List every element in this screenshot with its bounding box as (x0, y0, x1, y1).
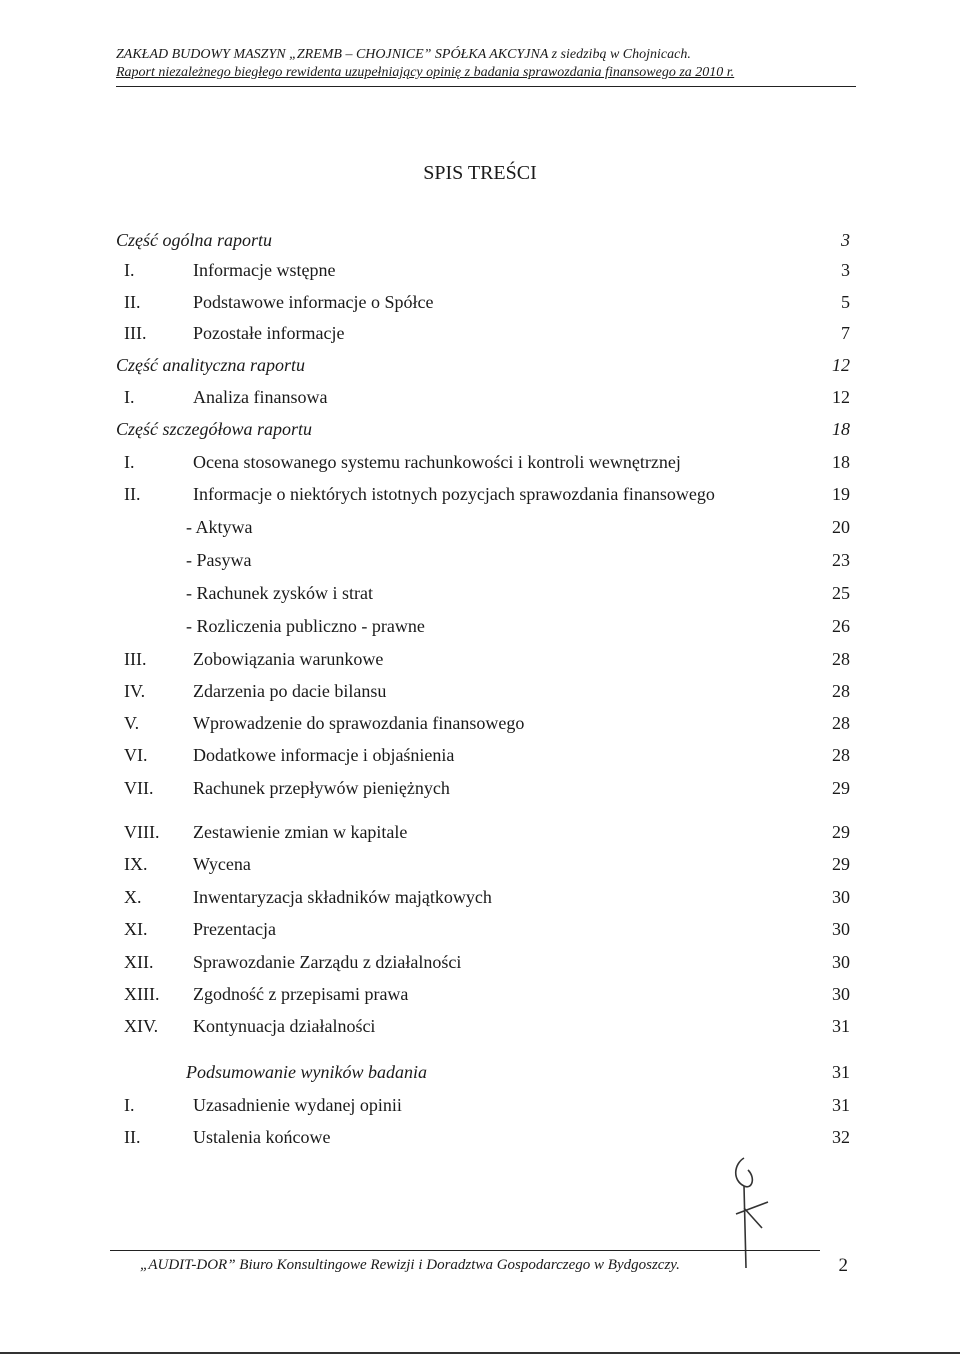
toc-row-section (0, 353, 960, 377)
toc-row-item (0, 743, 960, 767)
toc-row-item (0, 776, 960, 800)
toc-row-item (0, 982, 960, 1006)
toc-page-number: 28 (832, 745, 850, 765)
toc-label: - Rachunek zysków i strat (186, 583, 373, 603)
header-line-report: Raport niezależnego biegłego rewidenta uzupełniający opinię z badania sprawozdania finansowego za 2010 r. (116, 65, 735, 80)
toc-row-item (0, 1125, 960, 1149)
toc-row-item (0, 1014, 960, 1038)
toc-row-sub (0, 515, 960, 539)
toc-page-number: 30 (832, 919, 850, 939)
toc-label: Wycena (193, 854, 251, 874)
toc-page-number: 28 (832, 681, 850, 701)
toc-row-sub (0, 548, 960, 572)
toc-number: XIII. (124, 984, 160, 1004)
toc-number: VII. (124, 778, 154, 798)
page-number: 2 (838, 1255, 848, 1276)
toc-page-number: 28 (832, 649, 850, 669)
toc-page-number: 12 (832, 355, 850, 375)
toc-page-number: 18 (832, 452, 850, 472)
toc-number: XIV. (124, 1016, 159, 1036)
toc-label: Analiza finansowa (193, 387, 328, 407)
toc-page-number: 30 (832, 887, 850, 907)
toc-row-sub (0, 581, 960, 605)
toc-label: Część analityczna raportu (116, 355, 305, 375)
toc-page-number: 18 (832, 419, 850, 439)
toc-row-sub (0, 614, 960, 638)
toc-row-item (0, 647, 960, 671)
toc-page-number: 26 (832, 616, 850, 636)
toc-page-number: 12 (832, 387, 850, 407)
toc-page-number: 31 (832, 1095, 850, 1115)
toc-page-number: 31 (832, 1016, 850, 1036)
toc-row-item (0, 885, 960, 909)
toc-number: X. (124, 887, 142, 907)
toc-label: Wprowadzenie do sprawozdania finansowego (193, 713, 525, 733)
toc-number: XI. (124, 919, 148, 939)
toc-number: V. (124, 713, 140, 733)
toc-number: IX. (124, 854, 148, 874)
toc-label: Informacje o niektórych istotnych pozycjach sprawozdania finansowego (193, 484, 715, 504)
toc-number: I. (124, 1095, 135, 1115)
toc-label: Podsumowanie wyników badania (186, 1062, 427, 1082)
toc-number: IV. (124, 681, 146, 701)
toc-row-section (0, 228, 960, 252)
toc-number: VIII. (124, 822, 160, 842)
toc-row-item (0, 852, 960, 876)
toc-row-item (0, 258, 960, 282)
toc-label: Zestawienie zmian w kapitale (193, 822, 408, 842)
toc-label: Zdarzenia po dacie bilansu (193, 681, 387, 701)
toc-label: - Aktywa (186, 517, 253, 537)
toc-row-item (0, 385, 960, 409)
toc-page-number: 19 (832, 484, 850, 504)
footer-auditor: „AUDIT-DOR” Biuro Konsultingowe Rewizji i Doradztwa Gospodarczego w Bydgoszczy. (140, 1257, 680, 1273)
toc-number: III. (124, 323, 147, 343)
toc-page-number: 23 (832, 550, 850, 570)
toc-number: XII. (124, 952, 154, 972)
toc-label: Zobowiązania warunkowe (193, 649, 384, 669)
toc-row-item (0, 820, 960, 844)
toc-number: I. (124, 260, 135, 280)
document-header (116, 46, 856, 82)
page-title: SPIS TREŚCI (423, 162, 537, 184)
signature-mark (722, 1150, 782, 1270)
toc-row-item (0, 450, 960, 474)
toc-page-number: 20 (832, 517, 850, 537)
toc-row-item (0, 679, 960, 703)
toc-label: Część szczegółowa raportu (116, 419, 313, 439)
toc-label: Dodatkowe informacje i objaśnienia (193, 745, 455, 765)
toc-label: - Pasywa (186, 550, 252, 570)
toc-page-number: 29 (832, 822, 850, 842)
toc-number: II. (124, 484, 141, 504)
toc-row-item (0, 321, 960, 345)
toc-label: Pozostałe informacje (193, 323, 345, 343)
toc-label: Rachunek przepływów pieniężnych (193, 778, 450, 798)
toc-number: II. (124, 1127, 141, 1147)
toc-page-number: 25 (832, 583, 850, 603)
toc-number: I. (124, 387, 135, 407)
toc-page-number: 3 (841, 230, 850, 250)
toc-number: I. (124, 452, 135, 472)
toc-row-item (0, 1093, 960, 1117)
toc-label: - Rozliczenia publiczno - prawne (186, 616, 425, 636)
header-line-company: ZAKŁAD BUDOWY MASZYN „ZREMB – CHOJNICE” SPÓŁKA AKCYJNA z siedzibą w Chojnicach. (116, 47, 691, 62)
toc-label: Zgodność z przepisami prawa (193, 984, 409, 1004)
toc-row-section (0, 417, 960, 441)
toc-page-number: 31 (832, 1062, 850, 1082)
toc-label: Informacje wstępne (193, 260, 336, 280)
toc-page-number: 30 (832, 984, 850, 1004)
toc-row-item (0, 290, 960, 314)
toc-row-item (0, 482, 960, 506)
toc-number: III. (124, 649, 147, 669)
toc-page-number: 7 (841, 323, 850, 343)
toc-label: Sprawozdanie Zarządu z działalności (193, 952, 462, 972)
toc-label: Inwentaryzacja składników majątkowych (193, 887, 492, 907)
toc-page-number: 32 (832, 1127, 850, 1147)
toc-label: Prezentacja (193, 919, 276, 939)
toc-label: Ustalenia końcowe (193, 1127, 331, 1147)
header-divider (116, 86, 856, 87)
toc-row-item (0, 917, 960, 941)
footer-divider (110, 1250, 820, 1251)
toc-page-number: 29 (832, 854, 850, 874)
toc-number: II. (124, 292, 141, 312)
toc-label: Ocena stosowanego systemu rachunkowości i kontroli wewnętrznej (193, 452, 681, 472)
toc-page-number: 5 (841, 292, 850, 312)
toc-label: Kontynuacja działalności (193, 1016, 376, 1036)
toc-row-item (0, 950, 960, 974)
toc-label: Podstawowe informacje o Spółce (193, 292, 434, 312)
toc-page-number: 29 (832, 778, 850, 798)
toc-row-item (0, 711, 960, 735)
toc-page-number: 3 (841, 260, 850, 280)
toc-row-summary (0, 1060, 960, 1084)
toc-number: VI. (124, 745, 148, 765)
scan-edge-line (0, 1352, 960, 1354)
toc-page-number: 30 (832, 952, 850, 972)
toc-label: Uzasadnienie wydanej opinii (193, 1095, 402, 1115)
toc-label: Część ogólna raportu (116, 230, 273, 250)
toc-page-number: 28 (832, 713, 850, 733)
